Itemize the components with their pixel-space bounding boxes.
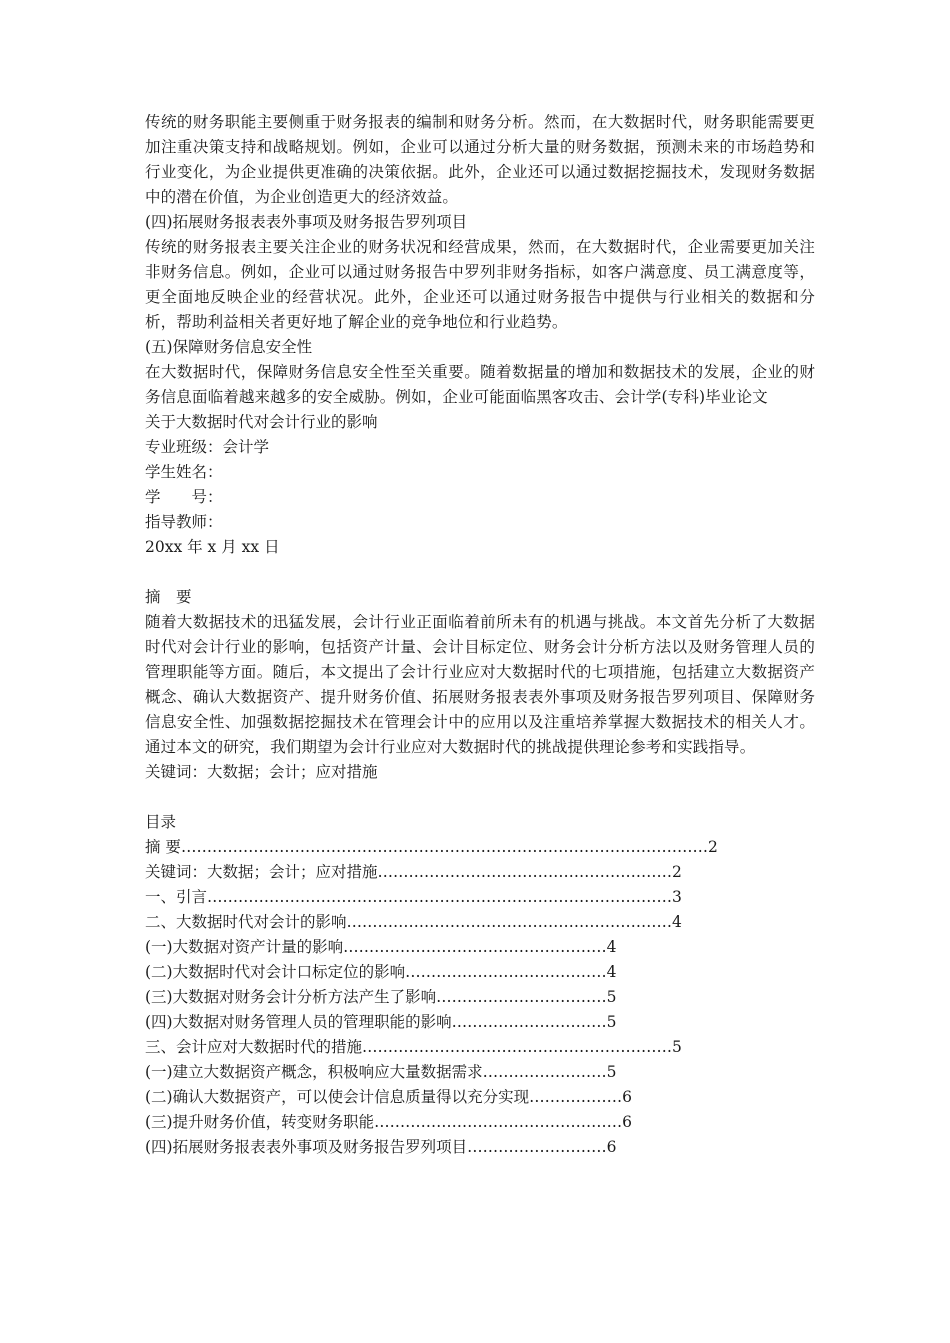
cover-advisor: 指导教师： bbox=[145, 513, 223, 531]
abstract-heading: 摘 要 bbox=[145, 588, 192, 606]
toc-entry-label: (一)大数据对资产计量的影响 bbox=[145, 938, 344, 956]
cover-title: 关于大数据时代对会计行业的影响 bbox=[145, 413, 378, 431]
section-heading-4: (四)拓展财务报表表外事项及财务报告罗列项目 bbox=[145, 213, 468, 231]
toc-entry-leader: ………………………………………… bbox=[374, 1113, 623, 1131]
spacer bbox=[145, 785, 815, 810]
toc-entry[interactable] bbox=[145, 1135, 815, 1160]
cover-major: 专业班级：会计学 bbox=[145, 438, 270, 456]
keywords-line: 关键词：大数据；会计；应对措施 bbox=[145, 763, 378, 781]
toc-entry-page: 4 bbox=[606, 938, 617, 956]
toc-entry-label: (四)大数据对财务管理人员的管理职能的影响 bbox=[145, 1013, 452, 1031]
toc-entry-leader: ………………………………… bbox=[405, 963, 607, 981]
toc-entry[interactable] bbox=[145, 1085, 815, 1110]
toc-entry-label: 关键词：大数据；会计；应对措施 bbox=[145, 863, 378, 881]
spacer bbox=[145, 560, 815, 585]
toc-entry-page: 6 bbox=[606, 1138, 617, 1156]
body-paragraph-1: 传统的财务职能主要侧重于财务报表的编制和财务分析。然而，在大数据时代，财务职能需要更加注重决策支持和战略规划。例如，企业可以通过分析大量的财务数据，预测未来的市场趋势和行业变化，为企业提供更准确的决策依据。此外，企业还可以通过数据挖掘技术，发现财务数据中的潜在价值，为企业创造更大的经济效益。 bbox=[145, 113, 815, 206]
body-paragraph-3: 在大数据时代，保障财务信息安全性至关重要。随着数据量的增加和数据技术的发展，企业的财务信息面临着越来越多的安全威胁。例如，企业可能面临黑客攻击、会计学(专科)毕业论文 bbox=[145, 363, 815, 406]
toc-entry-leader: ……………… bbox=[529, 1088, 623, 1106]
toc-entry[interactable] bbox=[145, 835, 815, 860]
toc-entry[interactable] bbox=[145, 1060, 815, 1085]
toc-entry-page: 4 bbox=[606, 963, 617, 981]
cover-student-name: 学生姓名： bbox=[145, 463, 223, 481]
toc-entry[interactable] bbox=[145, 1110, 815, 1135]
toc-entry[interactable] bbox=[145, 910, 815, 935]
section-heading-5: (五)保障财务信息安全性 bbox=[145, 338, 313, 356]
toc-entry-page: 5 bbox=[672, 1038, 682, 1056]
toc-entry-leader: ………………………… bbox=[451, 1013, 607, 1031]
toc-list bbox=[145, 835, 815, 1160]
toc-entry-page: 4 bbox=[672, 913, 682, 931]
toc-entry[interactable] bbox=[145, 885, 815, 910]
document-page bbox=[145, 110, 815, 1160]
toc-entry-leader: ……………………………………………………………………………… bbox=[207, 888, 673, 906]
toc-entry-page: 6 bbox=[622, 1088, 632, 1106]
toc-entry[interactable] bbox=[145, 960, 815, 985]
toc-entry-leader: ………………………………………………………………………………………… bbox=[180, 838, 708, 856]
toc-entry-page: 2 bbox=[672, 863, 682, 881]
toc-entry-label: (三)大数据对财务会计分析方法产生了影响 bbox=[145, 988, 437, 1006]
toc-entry-leader: …………………… bbox=[482, 1063, 607, 1081]
toc-entry-leader: …………………………… bbox=[436, 988, 607, 1006]
toc-entry[interactable] bbox=[145, 1035, 815, 1060]
cover-student-number: 学 号： bbox=[145, 488, 223, 506]
toc-entry-leader: …………………………………………………… bbox=[362, 1038, 673, 1056]
toc-entry[interactable] bbox=[145, 985, 815, 1010]
toc-entry-label: 三、会计应对大数据时代的措施 bbox=[145, 1038, 363, 1056]
toc-entry-leader: ……………………… bbox=[467, 1138, 607, 1156]
toc-entry-page: 3 bbox=[672, 888, 682, 906]
toc-entry-page: 6 bbox=[622, 1113, 632, 1131]
toc-entry-label: 一、引言 bbox=[145, 888, 208, 906]
toc-entry-label: (二)大数据时代对会计口标定位的影响 bbox=[145, 963, 406, 981]
toc-entry[interactable] bbox=[145, 860, 815, 885]
toc-entry-leader: …………………………………………… bbox=[343, 938, 607, 956]
toc-entry-label: 摘 要 bbox=[145, 838, 181, 856]
toc-heading: 目录 bbox=[145, 813, 177, 831]
toc-entry-page: 5 bbox=[606, 1013, 617, 1031]
toc-entry-label: (二)确认大数据资产，可以使会计信息质量得以充分实现 bbox=[145, 1088, 530, 1106]
cover-date: 20xx 年 x 月 xx 日 bbox=[145, 538, 280, 556]
toc-entry[interactable] bbox=[145, 1010, 815, 1035]
toc-entry-page: 2 bbox=[707, 838, 718, 856]
toc-entry-page: 5 bbox=[606, 988, 617, 1006]
toc-entry-label: (四)拓展财务报表表外事项及财务报告罗列项目 bbox=[145, 1138, 468, 1156]
body-paragraph-2: 传统的财务报表主要关注企业的财务状况和经营成果，然而，在大数据时代，企业需要更加关注非财务信息。例如，企业可以通过财务报告中罗列非财务指标，如客户满意度、员工满意度等，更全面地反映企业的经营状况。此外，企业还可以通过财务报告中提供与行业相关的数据和分析，帮助利益相关者更好地了解企业的竞争地位和行业趋势。 bbox=[145, 238, 815, 331]
toc-entry-label: (一)建立大数据资产概念，积极响应大量数据需求 bbox=[145, 1063, 483, 1081]
toc-entry-page: 5 bbox=[606, 1063, 617, 1081]
toc-entry[interactable] bbox=[145, 935, 815, 960]
toc-entry-label: 二、大数据时代对会计的影响 bbox=[145, 913, 347, 931]
abstract-text: 随着大数据技术的迅猛发展，会计行业正面临着前所未有的机遇与挑战。本文首先分析了大数据时代对会计行业的影响，包括资产计量、会计目标定位、财务会计分析方法以及财务管理人员的管理职能等方面。随后，本文提出了会计行业应对大数据时代的七项措施，包括建立大数据资产概念、确认大数据资产、提升财务价值、拓展财务报表表外事项及财务报告罗列项目、保障财务信息安全性、加强数据挖掘技术在管理会计中的应用以及注重培养掌握大数据技术的相关人才。通过本文的研究，我们期望为会计行业应对大数据时代的挑战提供理论参考和实践指导。 bbox=[145, 613, 815, 756]
toc-entry-leader: ……………………………………………………… bbox=[346, 913, 673, 931]
toc-entry-leader: ………………………………………………… bbox=[377, 863, 673, 881]
toc-entry-label: (三)提升财务价值，转变财务职能 bbox=[145, 1113, 375, 1131]
